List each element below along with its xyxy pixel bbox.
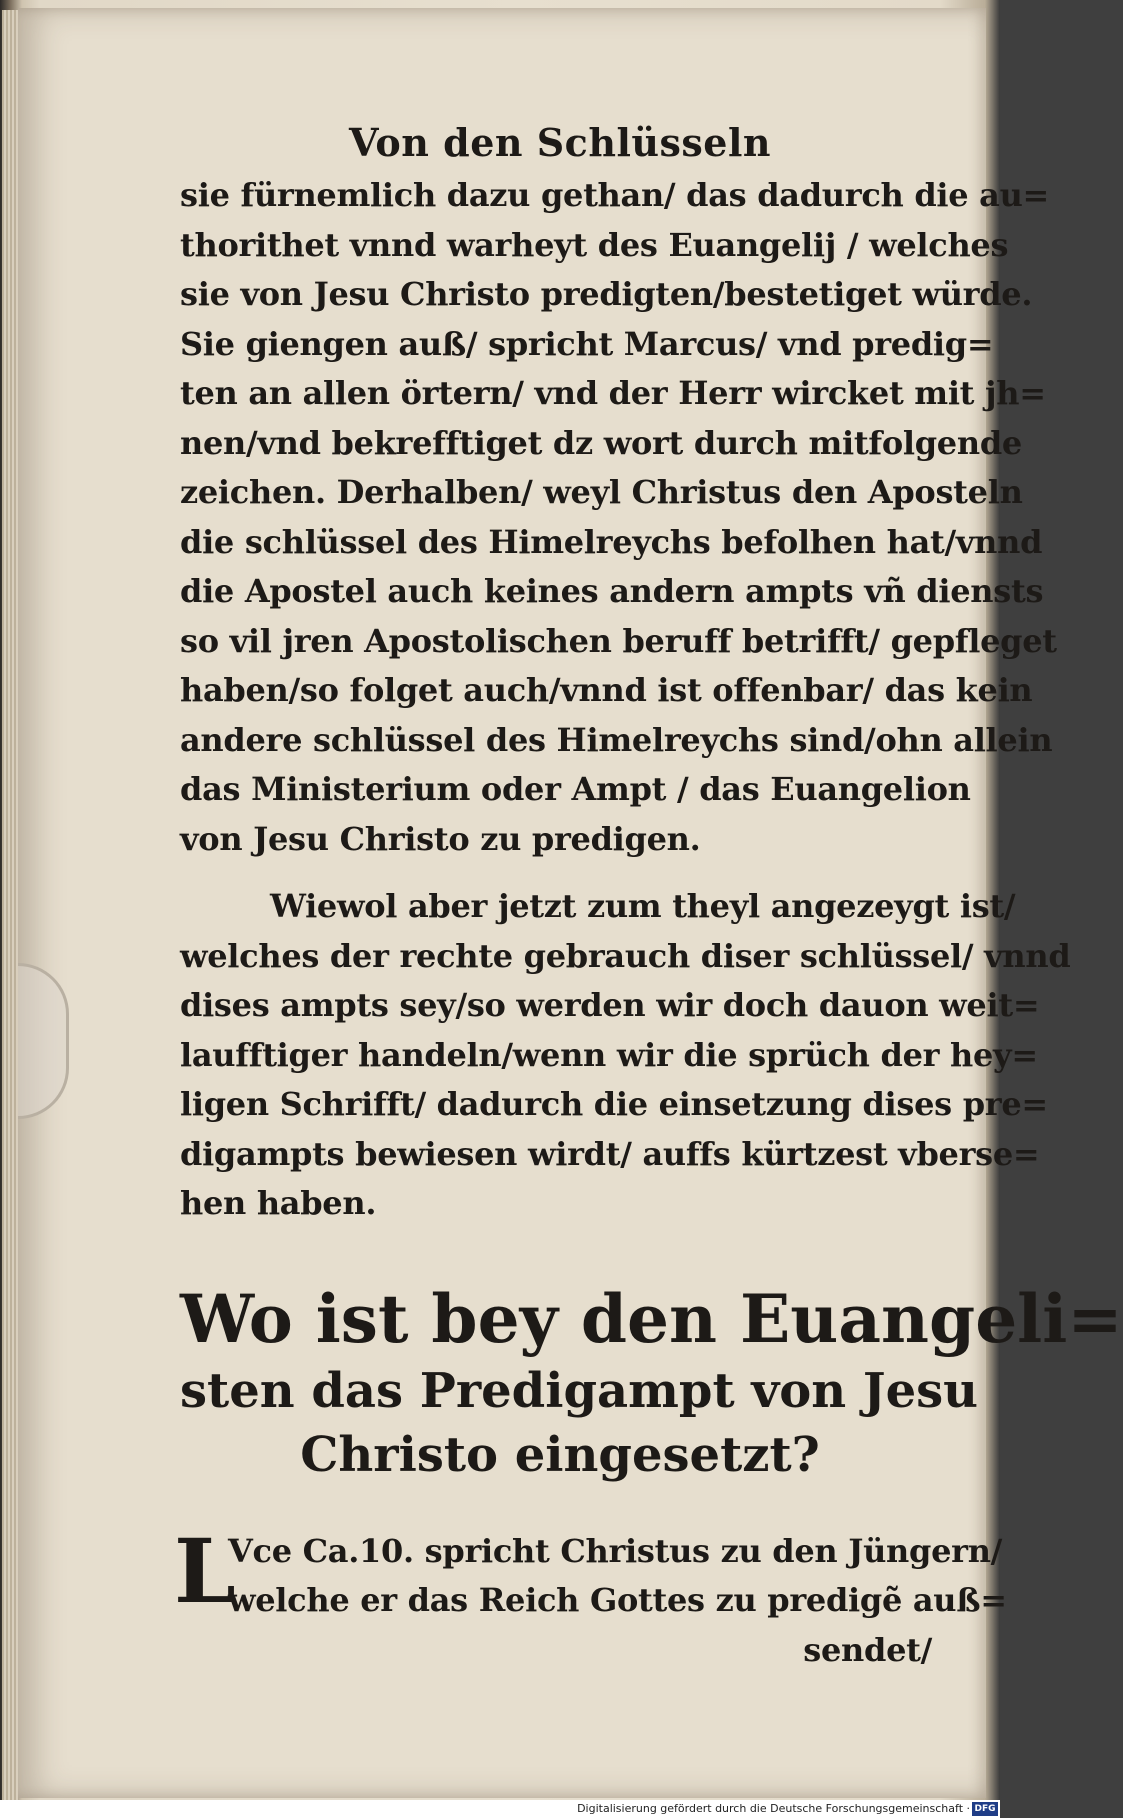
text-line: sie von Jesu Christo predigten/bestetiget würde. — [180, 275, 1033, 313]
text-line: ten an allen örtern/ vnd der Herr wircket mit jh= — [180, 374, 1046, 412]
text-line: von Jesu Christo zu predigen. — [180, 819, 701, 858]
digitization-footer — [0, 1800, 1000, 1818]
paragraph-1 — [180, 171, 1057, 864]
text-line: so vil jren Apostolischen beruff betrifft/ gepfleget — [180, 621, 1057, 660]
text-line: Vce Ca.10. spricht Christus zu den Jüngern/ — [228, 1531, 1003, 1570]
text-line: welche er das Reich Gottes zu predigẽ auß= — [228, 1581, 1007, 1619]
text-line: laufftiger handeln/wenn wir die sprüch der hey= — [180, 1035, 1038, 1074]
text-line: welches der rechte gebrauch diser schlüssel/ vnnd — [180, 936, 1071, 975]
text-line: haben/so folget auch/vnnd ist offenbar/ das kein — [180, 671, 1033, 709]
text-line: ligen Schrifft/ dadurch die einsetzung dises pre= — [180, 1085, 1048, 1123]
text-line: die Apostel auch keines andern ampts vñ diensts — [180, 572, 1044, 610]
section-heading — [180, 1279, 1123, 1487]
text-line: sendet/ — [803, 1630, 932, 1669]
paragraph-2 — [180, 882, 1071, 1229]
running-head: Von den Schlüsseln — [348, 120, 772, 165]
final-paragraph — [174, 1518, 1007, 1676]
heading-line: Christo eingesetzt? — [300, 1426, 820, 1483]
book-page-edges — [2, 10, 18, 1800]
page-text — [174, 120, 1123, 1675]
text-line: Wiewol aber jetzt zum theyl angezeygt ist/ — [270, 887, 1016, 925]
text-line: nen/vnd bekrefftiget dz wort durch mitfolgende — [180, 423, 1022, 462]
text-line: das Ministerium oder Ampt / das Euangelion — [180, 770, 971, 808]
text-line: dises ampts sey/so werden wir doch dauon weit= — [180, 986, 1040, 1024]
text-line: die schlüssel des Himelreychs befolhen hat/vnnd — [180, 522, 1043, 561]
text-line: hen haben. — [180, 1184, 377, 1222]
binding-clasp — [18, 963, 69, 1119]
text-line: thorithet vnnd warheyt des Euangelij / welches — [180, 225, 1009, 264]
text-line: zeichen. Derhalben/ weyl Christus den Aposteln — [180, 473, 1023, 511]
heading-line: Wo ist bey den Euangeli= — [180, 1279, 1123, 1358]
dfg-logo[interactable]: DFG — [972, 1802, 998, 1816]
text-line: digampts bewiesen wirdt/ auffs kürtzest vberse= — [180, 1134, 1040, 1173]
text-line: andere schlüssel des Himelreychs sind/ohn allein — [180, 720, 1053, 759]
text-line: Sie giengen auß/ spricht Marcus/ vnd predig= — [180, 324, 994, 363]
text-line: sie fürnemlich dazu gethan/ das dadurch die au= — [180, 176, 1050, 214]
heading-line: sten das Predigampt von Jesu — [180, 1362, 979, 1419]
footer-credit: Digitalisierung gefördert durch die Deutsche Forschungsgemeinschaft · — [577, 1802, 970, 1815]
drop-cap: L — [174, 1518, 236, 1623]
